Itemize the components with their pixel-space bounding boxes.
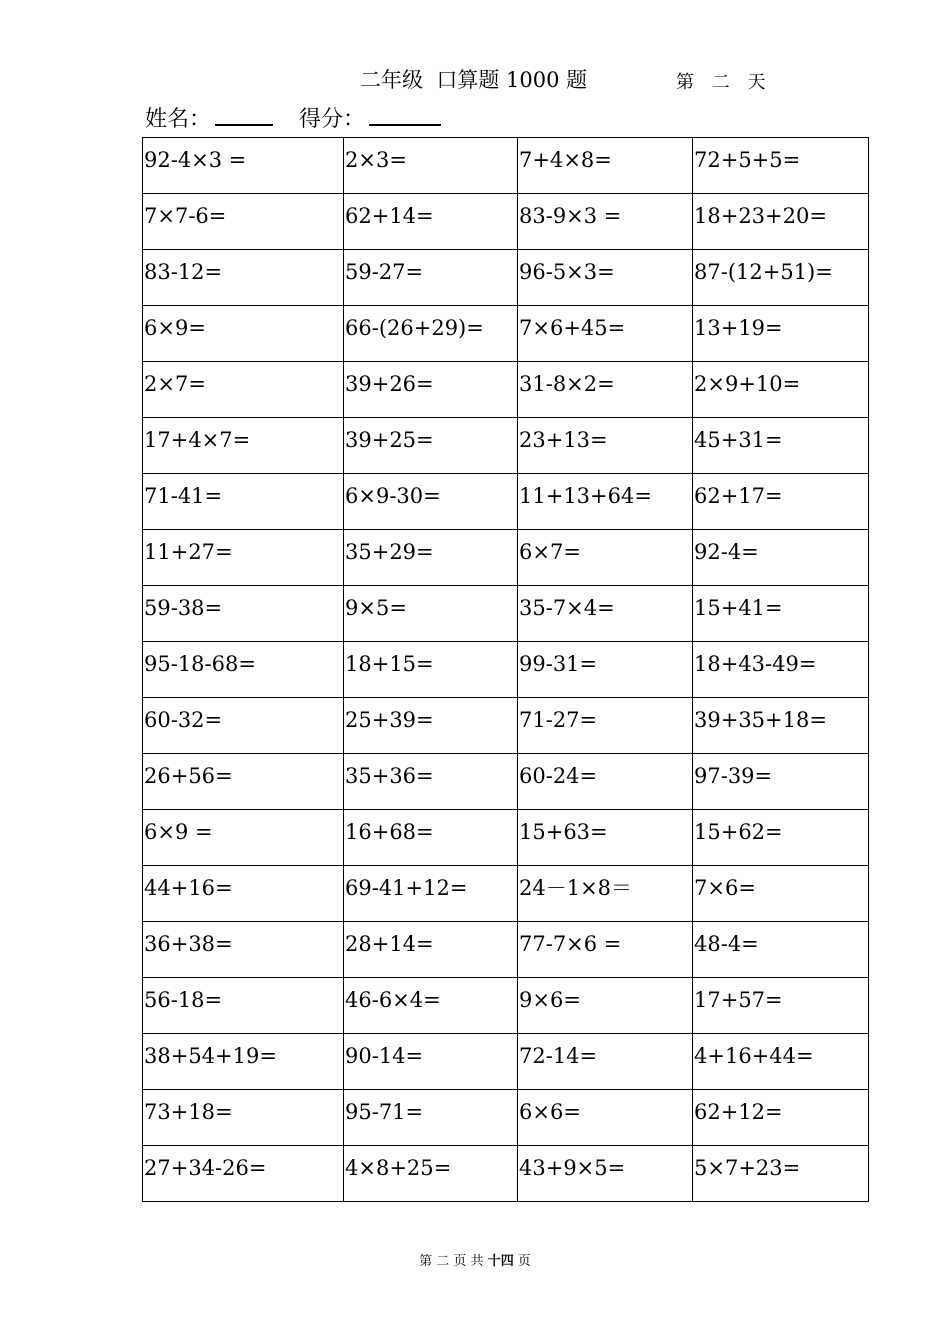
problem-cell: 43+9×5= (518, 1146, 693, 1202)
footer-suffix: 页 (513, 1254, 531, 1269)
problem-cell: 72+5+5= (693, 138, 869, 194)
problem-cell: 17+4×7= (143, 418, 344, 474)
problem-cell: 97-39= (693, 754, 869, 810)
problem-cell: 92-4= (693, 530, 869, 586)
problem-row (143, 194, 869, 250)
problem-cell: 56-18= (143, 978, 344, 1034)
problem-cell: 62+12= (693, 1090, 869, 1146)
problem-row (143, 250, 869, 306)
problem-cell: 45+31= (693, 418, 869, 474)
problem-cell: 4+16+44= (693, 1034, 869, 1090)
problem-cell: 39+25= (344, 418, 518, 474)
problem-row (143, 642, 869, 698)
problem-row (143, 1034, 869, 1090)
problem-cell: 35+29= (344, 530, 518, 586)
problem-cell: 99-31= (518, 642, 693, 698)
problem-cell: 31-8×2= (518, 362, 693, 418)
problem-cell: 7×6+45= (518, 306, 693, 362)
problem-cell: 6×9= (143, 306, 344, 362)
problem-cell: 72-14= (518, 1034, 693, 1090)
problem-cell: 9×5= (344, 586, 518, 642)
problem-cell: 59-27= (344, 250, 518, 306)
problem-cell: 62+17= (693, 474, 869, 530)
problem-cell: 11+13+64= (518, 474, 693, 530)
problem-cell: 13+19= (693, 306, 869, 362)
problem-cell: 60-32= (143, 698, 344, 754)
footer-total-pages: 十四 (487, 1254, 514, 1269)
problem-cell: 2×7= (143, 362, 344, 418)
problem-cell: 71-27= (518, 698, 693, 754)
problem-cell: 15+41= (693, 586, 869, 642)
problem-cell: 36+38= (143, 922, 344, 978)
problem-cell: 6×9-30= (344, 474, 518, 530)
problem-cell: 77-7×6 = (518, 922, 693, 978)
score-label: 得分： (299, 107, 366, 132)
problem-cell: 46-6×4= (344, 978, 518, 1034)
problem-cell: 71-41= (143, 474, 344, 530)
problem-cell: 7×7-6= (143, 194, 344, 250)
problem-grid (142, 137, 869, 1202)
day-label: 第 二 天 (676, 72, 772, 93)
problem-cell: 6×9 = (143, 810, 344, 866)
problem-row (143, 530, 869, 586)
problem-grid-body (143, 138, 869, 1202)
problem-cell: 2×9+10= (693, 362, 869, 418)
problem-cell: 9×6= (518, 978, 693, 1034)
problem-row (143, 418, 869, 474)
problem-cell: 6×7= (518, 530, 693, 586)
problem-cell: 2×3= (344, 138, 518, 194)
problem-cell: 6×6= (518, 1090, 693, 1146)
problem-cell: 95-71= (344, 1090, 518, 1146)
problem-row (143, 138, 869, 194)
problem-cell: 83-9×3 = (518, 194, 693, 250)
problem-cell: 35-7×4= (518, 586, 693, 642)
student-info (145, 100, 441, 133)
problem-cell: 4×8+25= (344, 1146, 518, 1202)
name-blank[interactable] (215, 100, 273, 126)
problem-row (143, 754, 869, 810)
problem-row (143, 474, 869, 530)
problem-cell: 83-12= (143, 250, 344, 306)
problem-cell: 39+35+18= (693, 698, 869, 754)
problem-cell: 15+62= (693, 810, 869, 866)
score-blank[interactable] (369, 100, 441, 126)
problem-cell: 66-(26+29)= (344, 306, 518, 362)
problem-cell: 18+23+20= (693, 194, 869, 250)
problem-cell: 90-14= (344, 1034, 518, 1090)
problem-cell: 5×7+23= (693, 1146, 869, 1202)
problem-row (143, 1090, 869, 1146)
problem-cell: 87-(12+51)= (693, 250, 869, 306)
problem-cell: 17+57= (693, 978, 869, 1034)
problem-row (143, 698, 869, 754)
problem-cell: 60-24= (518, 754, 693, 810)
problem-cell: 96-5×3= (518, 250, 693, 306)
problem-row (143, 362, 869, 418)
problem-cell: 18+43-49= (693, 642, 869, 698)
problem-cell: 39+26= (344, 362, 518, 418)
name-label: 姓名： (145, 107, 212, 132)
problem-row (143, 306, 869, 362)
problem-cell: 7×6= (693, 866, 869, 922)
problem-cell: 11+27= (143, 530, 344, 586)
problem-cell: 16+68= (344, 810, 518, 866)
problem-row (143, 866, 869, 922)
problem-cell: 62+14= (344, 194, 518, 250)
problem-cell: 25+39= (344, 698, 518, 754)
problem-row (143, 810, 869, 866)
problem-cell: 27+34-26= (143, 1146, 344, 1202)
problem-row (143, 1146, 869, 1202)
problem-cell: 48-4= (693, 922, 869, 978)
problem-cell: 35+36= (344, 754, 518, 810)
problem-cell: 59-38= (143, 586, 344, 642)
problem-cell: 95-18-68= (143, 642, 344, 698)
problem-cell: 7+4×8= (518, 138, 693, 194)
problem-cell: 24－1×8＝ (518, 866, 693, 922)
problem-cell: 18+15= (344, 642, 518, 698)
problem-cell: 73+18= (143, 1090, 344, 1146)
problem-cell: 15+63= (518, 810, 693, 866)
problem-cell: 38+54+19= (143, 1034, 344, 1090)
page-footer (0, 1250, 950, 1269)
footer-prefix: 第 二 页 共 (419, 1254, 488, 1269)
problem-row (143, 586, 869, 642)
problem-row (143, 978, 869, 1034)
problem-row (143, 922, 869, 978)
problem-cell: 28+14= (344, 922, 518, 978)
problem-cell: 26+56= (143, 754, 344, 810)
problem-cell: 23+13= (518, 418, 693, 474)
problem-cell: 92-4×3 = (143, 138, 344, 194)
worksheet-title: 二年级 口算题 1000 题 (360, 68, 588, 92)
problem-cell: 69-41+12= (344, 866, 518, 922)
problem-cell: 44+16= (143, 866, 344, 922)
